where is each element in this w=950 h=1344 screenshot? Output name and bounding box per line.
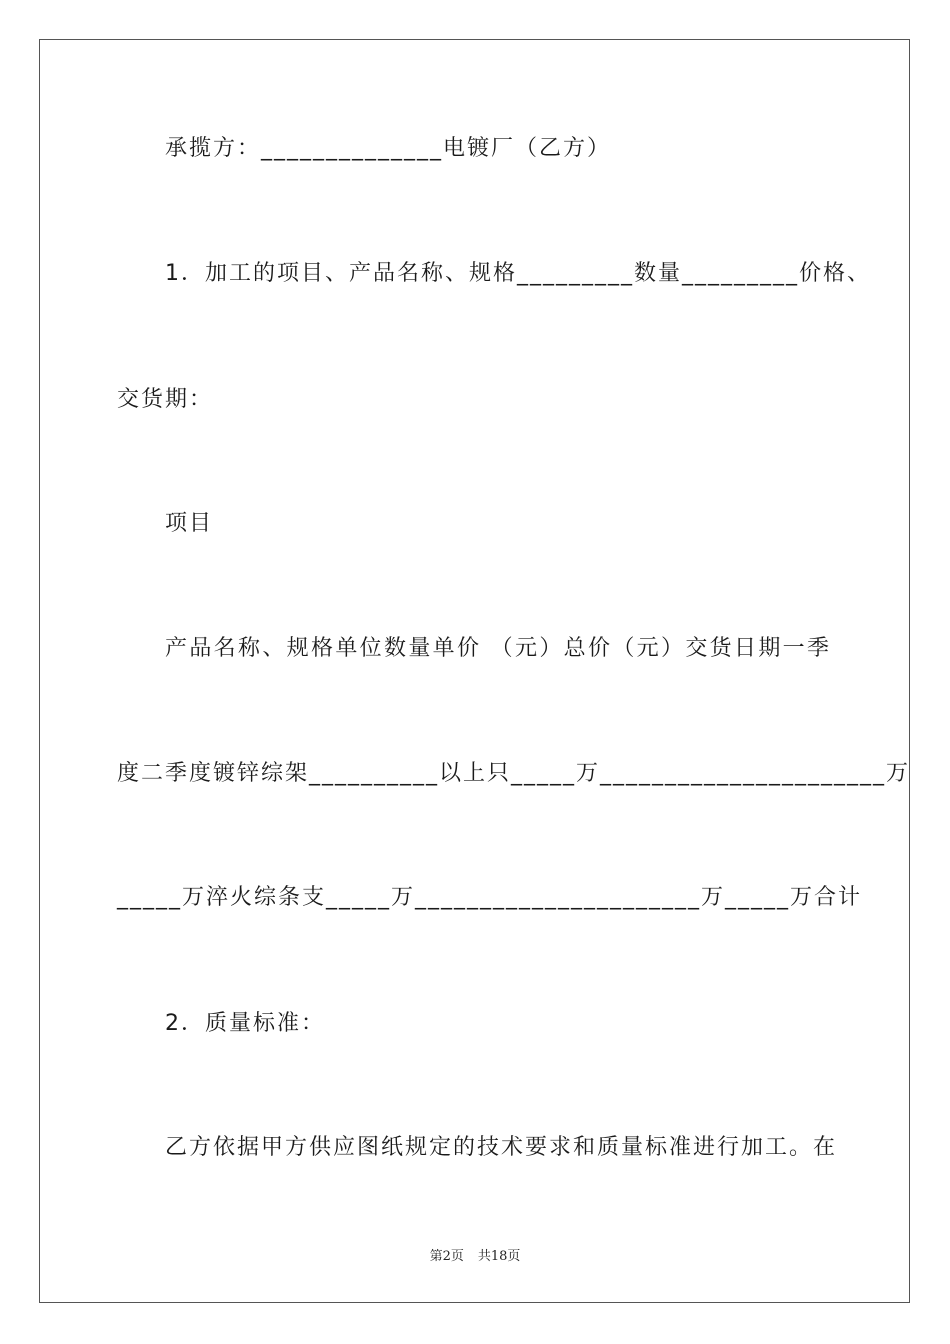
quenched-item-line: _____万淬火综条支_____万______________________万_____万合计 xyxy=(117,885,863,910)
page-number: 第2页 xyxy=(429,1249,464,1264)
page-footer xyxy=(0,1248,950,1266)
quality-standard-line: 乙方依据甲方供应图纸规定的技术要求和质量标准进行加工。在 xyxy=(165,1135,838,1160)
project-heading: 项目 xyxy=(165,511,214,536)
table-header-line: 产品名称、规格单位数量单价 （元）总价（元）交货日期一季 xyxy=(165,636,831,661)
contractor-line: 承揽方：______________电镀厂（乙方） xyxy=(165,136,612,161)
clause-1-line: 1．加工的项目、产品名称、规格_________数量_________价格、 xyxy=(165,261,871,286)
delivery-label: 交货期： xyxy=(117,387,214,412)
clause-2-heading: 2．质量标准： xyxy=(165,1011,325,1036)
galvanized-item-line: 度二季度镀锌综架__________以上只_____万______________________万 xyxy=(117,761,911,786)
page-border xyxy=(39,39,910,1303)
total-pages: 共18页 xyxy=(477,1249,521,1264)
